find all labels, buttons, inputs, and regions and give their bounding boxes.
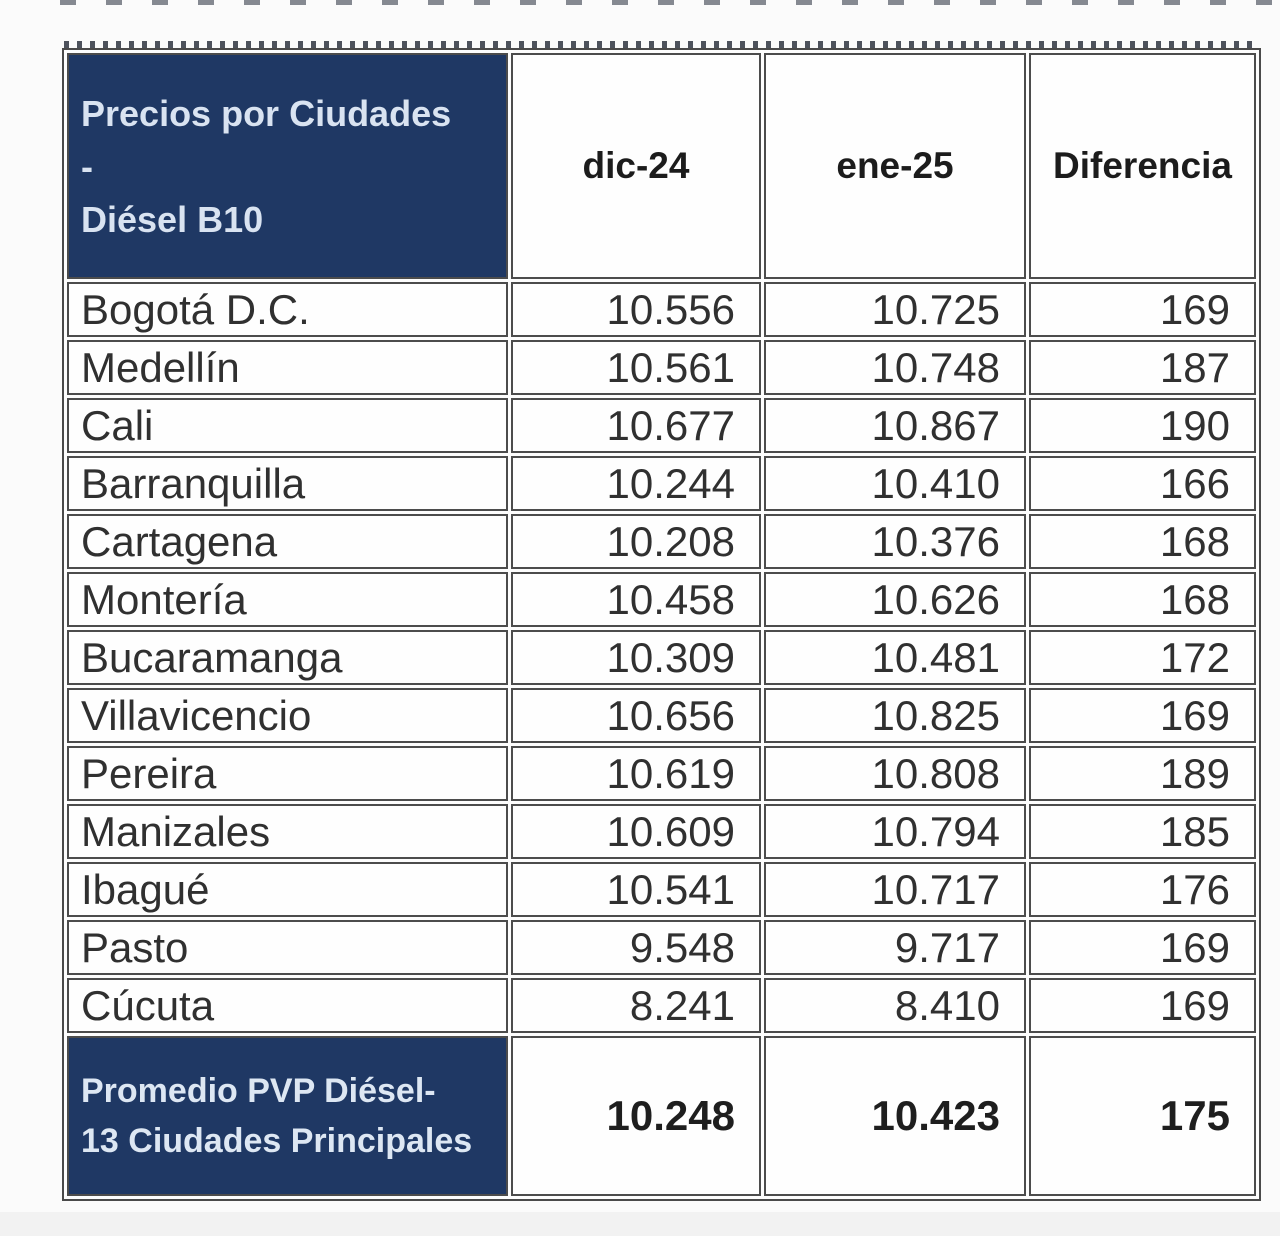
column-header-dic-24: dic-24 bbox=[511, 53, 761, 279]
footer-row bbox=[67, 1036, 1256, 1196]
diferencia-cell: 172 bbox=[1029, 630, 1256, 685]
footer-ene25-cell: 10.423 bbox=[764, 1036, 1026, 1196]
table-row bbox=[67, 630, 1256, 685]
ene25-cell: 10.808 bbox=[764, 746, 1026, 801]
diferencia-cell: 169 bbox=[1029, 688, 1256, 743]
ene25-cell: 10.748 bbox=[764, 340, 1026, 395]
footer-label-line-2: 13 Ciudades Principales bbox=[81, 1122, 473, 1160]
table-row bbox=[67, 398, 1256, 453]
city-cell: Bucaramanga bbox=[67, 630, 508, 685]
city-cell: Pasto bbox=[67, 920, 508, 975]
city-cell: Pereira bbox=[67, 746, 508, 801]
table-row bbox=[67, 456, 1256, 511]
footer-label-cell bbox=[67, 1036, 508, 1196]
city-cell: Barranquilla bbox=[67, 456, 508, 511]
ene25-cell: 10.717 bbox=[764, 862, 1026, 917]
diesel-price-table bbox=[62, 48, 1261, 1201]
city-cell: Manizales bbox=[67, 804, 508, 859]
ene25-cell: 9.717 bbox=[764, 920, 1026, 975]
dic24-cell: 10.556 bbox=[511, 282, 761, 337]
ene25-cell: 10.376 bbox=[764, 514, 1026, 569]
table-row bbox=[67, 514, 1256, 569]
diferencia-cell: 169 bbox=[1029, 920, 1256, 975]
dic24-cell: 10.541 bbox=[511, 862, 761, 917]
bottom-gray-strip bbox=[0, 1212, 1280, 1236]
diferencia-cell: 189 bbox=[1029, 746, 1256, 801]
table-row bbox=[67, 572, 1256, 627]
table-row bbox=[67, 340, 1256, 395]
ene25-cell: 10.825 bbox=[764, 688, 1026, 743]
diesel-price-table-wrap bbox=[62, 41, 1258, 1201]
table-row bbox=[67, 282, 1256, 337]
diferencia-cell: 169 bbox=[1029, 978, 1256, 1033]
dic24-cell: 10.244 bbox=[511, 456, 761, 511]
table-title-line-3: Diésel B10 bbox=[81, 198, 264, 240]
dic24-cell: 10.656 bbox=[511, 688, 761, 743]
city-cell: Ibagué bbox=[67, 862, 508, 917]
column-header-diferencia: Diferencia bbox=[1029, 53, 1256, 279]
table-row bbox=[67, 978, 1256, 1033]
dic24-cell: 9.548 bbox=[511, 920, 761, 975]
diferencia-cell: 187 bbox=[1029, 340, 1256, 395]
city-cell: Villavicencio bbox=[67, 688, 508, 743]
dic24-cell: 10.619 bbox=[511, 746, 761, 801]
ene25-cell: 10.867 bbox=[764, 398, 1026, 453]
ene25-cell: 8.410 bbox=[764, 978, 1026, 1033]
dic24-cell: 8.241 bbox=[511, 978, 761, 1033]
dic24-cell: 10.458 bbox=[511, 572, 761, 627]
selection-ticks-edge bbox=[62, 41, 1258, 48]
ene25-cell: 10.410 bbox=[764, 456, 1026, 511]
diferencia-cell: 168 bbox=[1029, 572, 1256, 627]
diferencia-cell: 176 bbox=[1029, 862, 1256, 917]
city-cell: Montería bbox=[67, 572, 508, 627]
city-cell: Medellín bbox=[67, 340, 508, 395]
table-row bbox=[67, 804, 1256, 859]
dic24-cell: 10.208 bbox=[511, 514, 761, 569]
table-row bbox=[67, 920, 1256, 975]
footer-dic24-cell: 10.248 bbox=[511, 1036, 761, 1196]
dic24-cell: 10.609 bbox=[511, 804, 761, 859]
header-row bbox=[67, 53, 1256, 279]
column-header-ene-25: ene-25 bbox=[764, 53, 1026, 279]
ene25-cell: 10.725 bbox=[764, 282, 1026, 337]
diferencia-cell: 190 bbox=[1029, 398, 1256, 453]
dic24-cell: 10.677 bbox=[511, 398, 761, 453]
table-row bbox=[67, 746, 1256, 801]
ene25-cell: 10.794 bbox=[764, 804, 1026, 859]
footer-diferencia-cell: 175 bbox=[1029, 1036, 1256, 1196]
ene25-cell: 10.626 bbox=[764, 572, 1026, 627]
footer-label-line-1: Promedio PVP Diésel- bbox=[81, 1072, 436, 1110]
table-row bbox=[67, 688, 1256, 743]
city-cell: Cúcuta bbox=[67, 978, 508, 1033]
city-cell: Bogotá D.C. bbox=[67, 282, 508, 337]
diferencia-cell: 169 bbox=[1029, 282, 1256, 337]
city-cell: Cartagena bbox=[67, 514, 508, 569]
cropped-dashed-border bbox=[60, 0, 1280, 5]
ene25-cell: 10.481 bbox=[764, 630, 1026, 685]
dic24-cell: 10.561 bbox=[511, 340, 761, 395]
table-title-cell bbox=[67, 53, 508, 279]
diferencia-cell: 185 bbox=[1029, 804, 1256, 859]
diferencia-cell: 168 bbox=[1029, 514, 1256, 569]
table-row bbox=[67, 862, 1256, 917]
table-title-line-1: Precios por Ciudades bbox=[81, 92, 452, 134]
diferencia-cell: 166 bbox=[1029, 456, 1256, 511]
city-cell: Cali bbox=[67, 398, 508, 453]
dic24-cell: 10.309 bbox=[511, 630, 761, 685]
table-title-line-2: - bbox=[81, 145, 93, 187]
